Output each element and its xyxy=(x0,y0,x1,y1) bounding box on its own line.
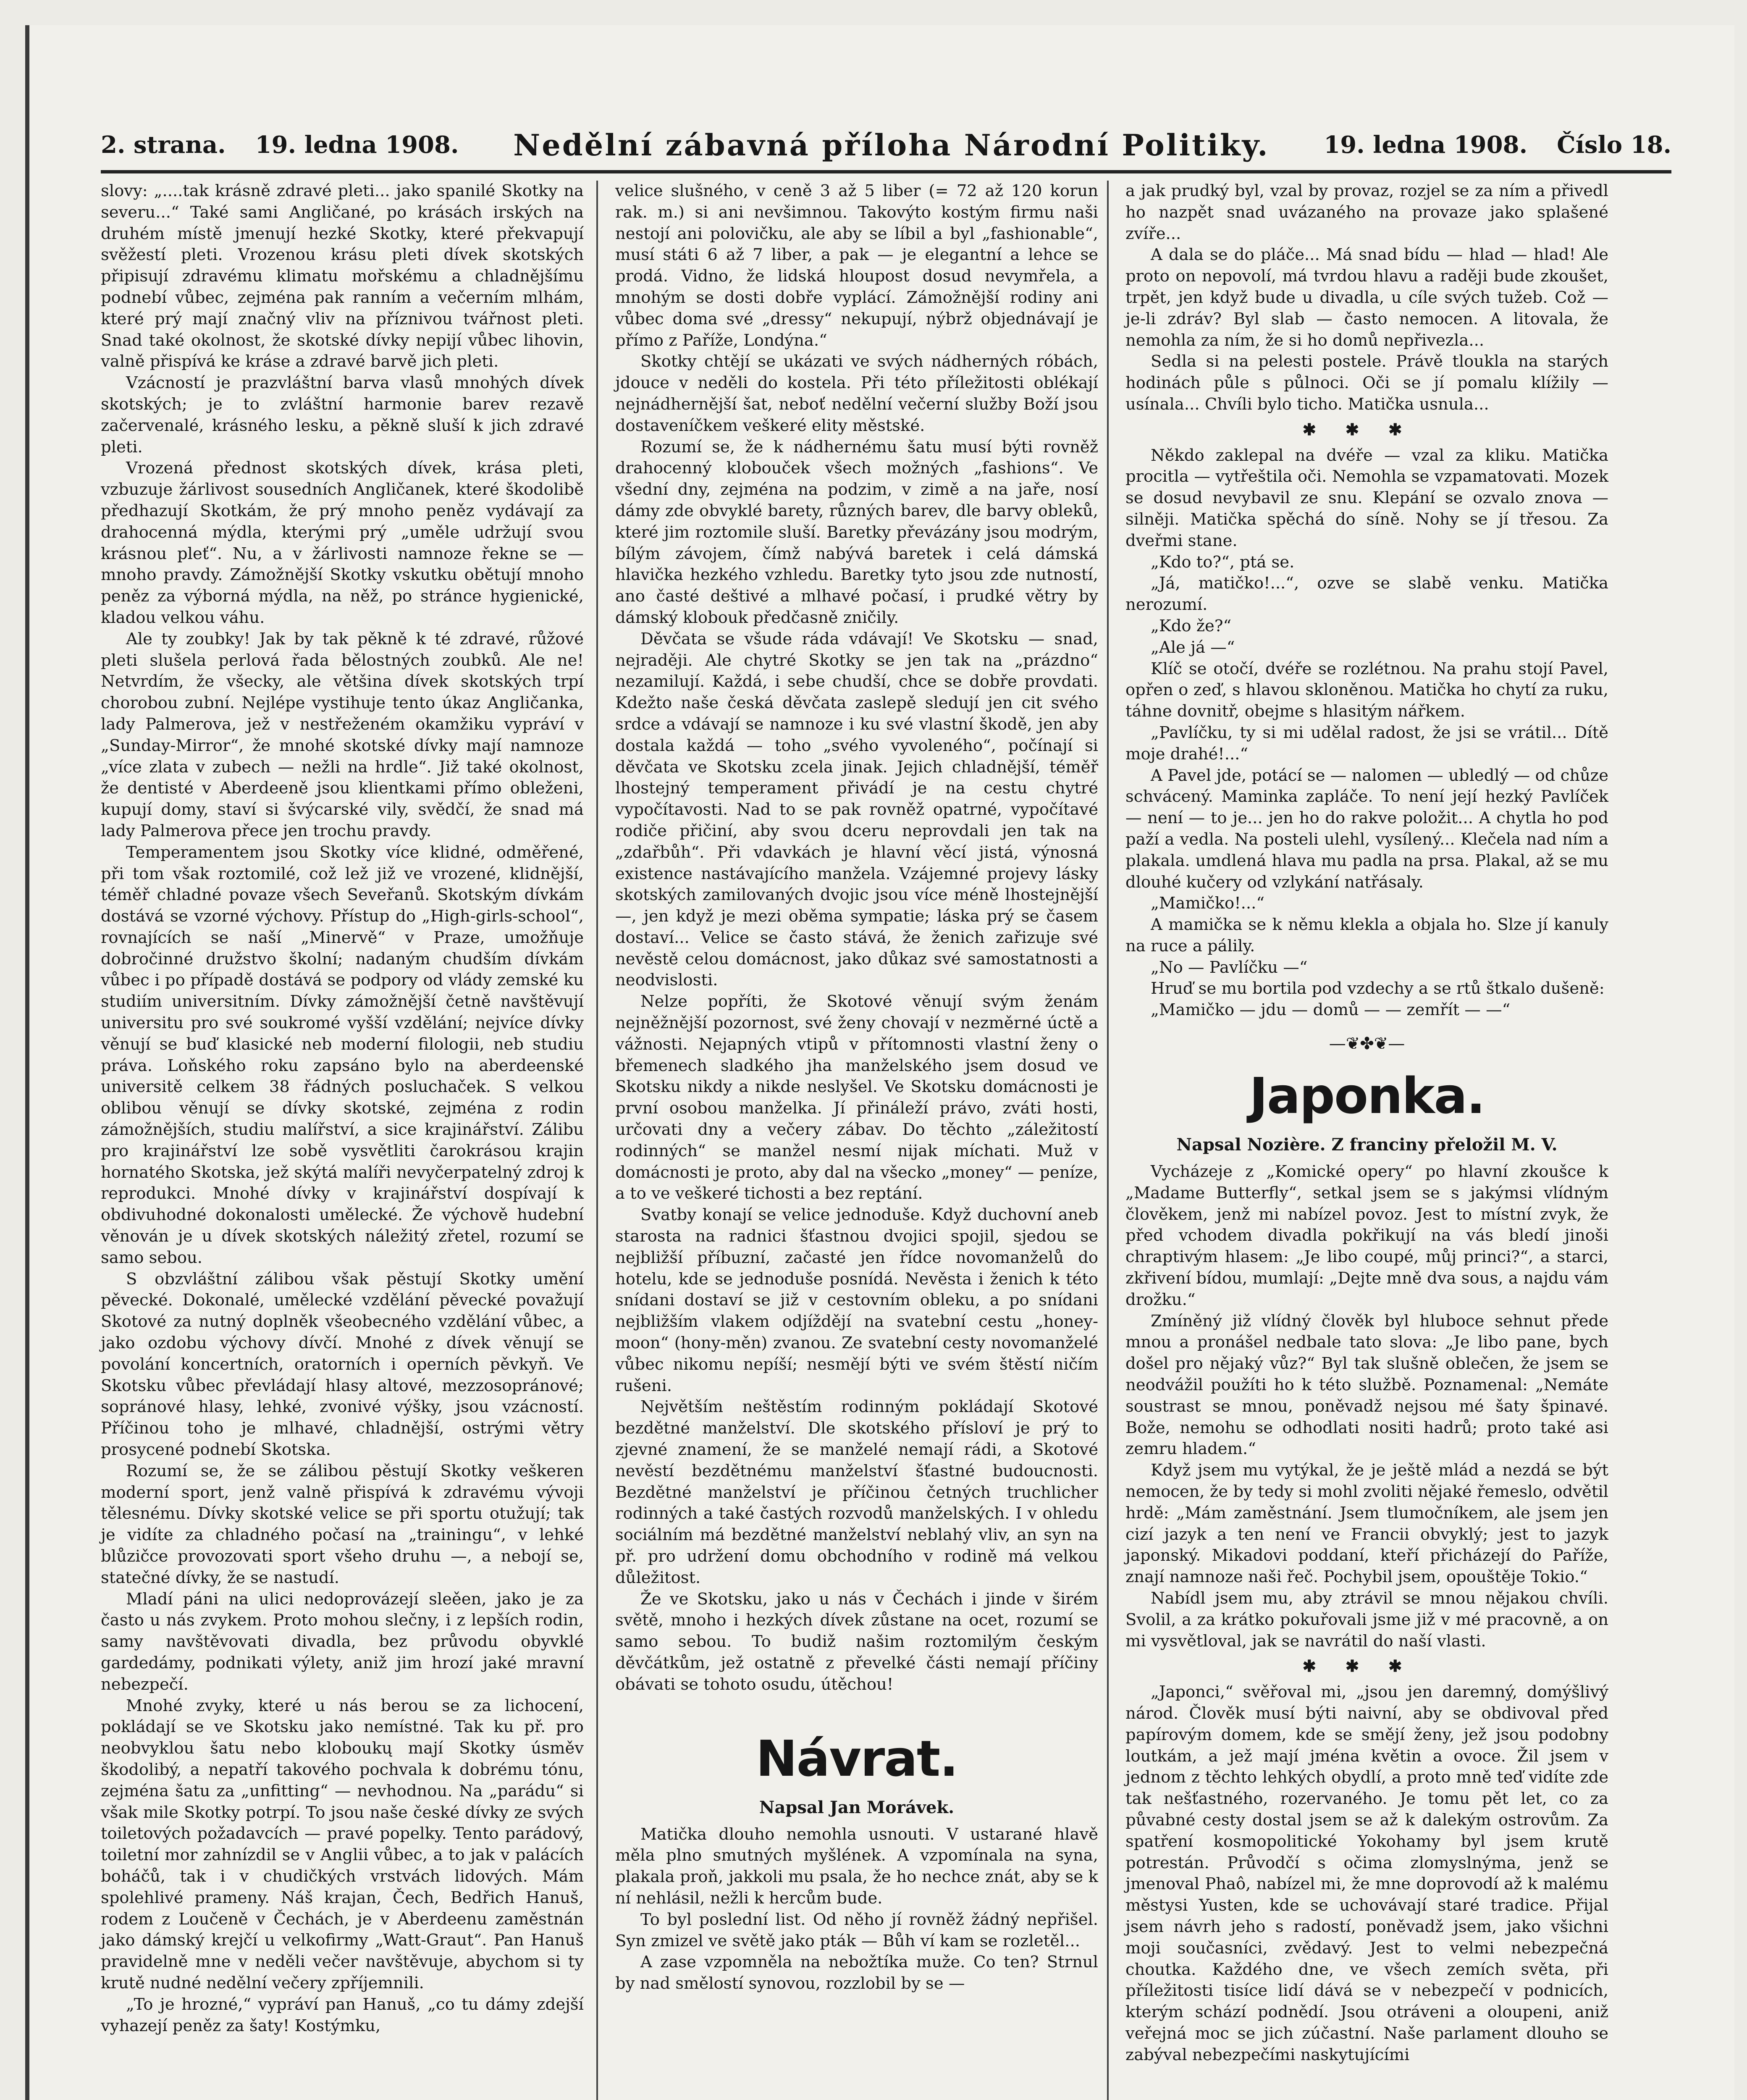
paragraph: Sedla si na pelesti postele. Právě tloukla na starých hodinách půle s půlnoci. Oči se jí pomalu klížily — usínala... Chvíli bylo ticho. Matička usnula... xyxy=(1125,352,1608,414)
column-3 xyxy=(1125,181,1608,2100)
paragraph: „Ale já —“ xyxy=(1151,638,1235,657)
paragraph: „Kdo že?“ xyxy=(1151,616,1232,635)
story-byline: Napsal Nozière. Z francinу přeložil M. V. xyxy=(1176,1135,1558,1155)
date-left: 19. ledna 1908. xyxy=(255,131,459,159)
paragraph: Nabídl jsem mu, aby ztrávil se mnou nějakou chvíli. Svolil, a za krátko pokuřovali jsme již v mé pracovně, a on mi vysvětloval, jak se navrátil do naší vlasti. xyxy=(1125,1589,1608,1651)
paragraph: A mamička se k němu klekla a objala ho. Slze jí kanuly na ruce a pálily. xyxy=(1125,915,1608,956)
column-1 xyxy=(101,181,584,2100)
date-right: 19. ledna 1908. xyxy=(1324,131,1528,159)
paragraph: A dala se do pláče... Má snad bídu — hlad — hlad! Ale proto on nepovolí, má tvrdou hlavu a raději bude zkoušet, trpět, jen když bude u divadla, u cíle svých tužeb. Což — je-li zdráv? Byl slab — často nemocen. A litovala, že nemohla za ním, že si ho domů nepřivezla... xyxy=(1125,245,1608,350)
story-title-navrat: Návrat. xyxy=(755,1729,958,1788)
paragraph: A zase vzpomněla na nebožtíka muže. Co ten? Strnul by nad smělostí synovou, rozzlobil by se — xyxy=(615,1953,1098,1993)
paragraph: Zmíněný již vlídný člověk byl hluboce sehnut přede mnou a pronášel nedbale tato slova: „Je libo pane, bych došel pro nějaký vůz?“ Byl tak slušně oblečen, že jsem se neodvážil použíti ho k této službě. Poznamenal: „Nemáte soustrast se mnou, poněvadž nejsou mé šaty špinavé. Bože, nemohu se odhodlati nositi hadrů; proto také asi zemru hladem.“ xyxy=(1125,1311,1608,1459)
paragraph: „Pavlíčku, ty si mi udělal radost, že jsi se vrátil... Dítě moje drahé!...“ xyxy=(1125,723,1608,764)
paragraph: Mnohé zvyky, které u nás berou se za lichocení, pokládají se ve Skotsku jako nemístné. Tak ku př. pro neobvyklou šatu nebo kloboukų mají Skotky úsměv škodolibý, a nepatří takového pochvala k dobrému tónu, zejména šatu za „unfitting“ — nevhodnou. Na „parádu“ si však mile Skotky potrpí. To jsou naše české dívky ze svých toiletových požadavcích — pravé popelky. Tento parádový, toiletní mor zahnízdil se v Anglii vůbec, a to jak v palácích boháčů, tak i v chudičkých vrstvách lidových. Mám spolehlivé prameny. Náš krajan, Čech, Bedřich Hanuš, rodem z Loučeně v Čechách, je v Aberdeenu zaměstnán jako dámský krejčí u velkofirmy „Watt-Graut“. Pan Hanuš pravidelně mne v neděli večer navštěvuje, abychom si ty krutě nudné nedělní večery zpříjemnili. xyxy=(101,1696,584,1992)
paragraph: „Mamičko!...“ xyxy=(1151,894,1265,913)
paragraph: Matička dlouho nemohla usnouti. V ustarané hlavě měla plno smutných myšlének. A vzpomínala na syna, plakala proň, jakkoli mu psala, že ho nechce znát, aby se k ní nehlásil, nežli k hercům bude. xyxy=(615,1824,1098,1908)
paragraph: „To je hrozné,“ vypráví pan Hanuš, „co tu dámy zdejší vyhazejí peněz za šaty! Kostýmku, xyxy=(101,1995,584,2035)
paragraph: Mladí páni na ulici nedoprovázejí sleěen, jako je za často u nás zvykem. Proto mohou slečny, i z lepších rodin, samy navštěvovati divadla, bez průvodu obyvklé gardedámy, podnikati výlety, aniž jim hrozí jaké mravní nebezpečí. xyxy=(101,1589,584,1694)
page-number: 2. strana. xyxy=(101,131,226,159)
paragraph: Vzácností je prazvláštní barva vlasů mnohých dívek skotských; je to zvláštní harmonie barev rezavě začervenalé, krásného lesku, a pěkně sluší k jich zdravé pleti. xyxy=(101,373,584,457)
story-title-block xyxy=(1125,1066,1608,1125)
issue-number: Číslo 18. xyxy=(1557,131,1671,159)
paragraph: „Já, matičko!...“, ozve se slabě venku. Matička nerozumí. xyxy=(1125,574,1608,614)
paragraph: „Kdo to?“, ptá se. xyxy=(1151,552,1295,572)
page-header xyxy=(101,120,1671,173)
paragraph: A Pavel jde, potácí se — nalomen — ubledlý — od chůze schvácený. Maminka zapláče. To není její hezký Pavlíček — není — to je... jen ho do rakve položit... A chytla ho pod paží a vedla. Na posteli ulehl, vysílený... Klečela nad ním a plakala. umdlená hlava mu padla na prsa. Plakal, až se mu dlouhé kučery od vzlykání natřásaly. xyxy=(1125,766,1608,892)
story-byline: Napsal Jan Morávek. xyxy=(759,1797,955,1817)
paragraph: Když jsem mu vytýkal, že je ještě mlád a nezdá se být nemocen, že by tedy si mohl zvoliti nějaké řemeslo, odvětil hrdě: „Mám zaměstnání. Jsem tlumočníkem, ale jsem jen cizí jazyk a ten není ve Francii obvyklý; jest to jazyk japonský. Mikadovi poddaní, kteří přicházejí do Paříže, znají namnoze naši řeč. Pochybil jsem, opouštěje Tokio.“ xyxy=(1125,1461,1608,1587)
paragraph: Svatby konají se velice jednoduše. Když duchovní aneb starosta na radnici šťastnou dvojici spojil, sjedou se nejbližší příbuzní, začasté jen řídce novomanželů do hotelu, kde se jednoduše posnídá. Nevěsta i ženich k této snídani dostaví se již v cestovním obleku, a po snídani nejbližším vlakem odjíždějí na svatební cestu „honey-moon“ (hony-měn) zvanou. Ze svatební cesty novomanželé vůbec nikomu nepíší; nesmějí býti ve svém štěstí ničím rušeni. xyxy=(615,1205,1098,1395)
column-rule xyxy=(596,181,598,2100)
paragraph: Rozumí se, že k nádhernému šatu musí býti rovněž drahocenný klobouček všech možných „fashions“. Ve všední dny, zejména na podzim, v zimě a na jaře, nosí dámy zde obvyklé barety, různých barev, dle barvy obleků, které jim roztomile sluší. Baretky převázány jsou modrým, bílým závojem, čímž nabývá baretek i celá dámská hlavička hezkého vzhledu. Baretky tyto jsou zde nutností, ano časté deštivé a mlhavé počasí, i prudké větry by dámský klobouk předčasně zničily. xyxy=(615,437,1098,627)
story-title-japonka: Japonka. xyxy=(1249,1067,1485,1125)
paragraph: velice slušného, v ceně 3 až 5 liber (= 72 až 120 korun rak. m.) si ani nevšimnou. Takovýto kostým firmu naši nestojí ani polovičku, ale aby se líbil a byl „fashionable“, musí státi 6 až 7 liber, a pak — je elegantní a lehce se prodá. Vidno, že lidská hloupost dosud nevymřela, a mnohým se dosti dobře vyplácí. Zámožnější rodiny ani vůbec doma své „dressy“ nekupují, nýbrž objednávají je přímo z Paříže, Londýna.“ xyxy=(615,181,1098,350)
column-2 xyxy=(615,181,1098,2100)
paragraph: „Japonci,“ svěřoval mi, „jsou jen daremný, domýšlivý národ. Člověk musí býti naivní, aby se obdivoval před papírovým domem, kde se smějí ženy, jež jsou podobny loutkám, a jež mají jména květin a ovoce. Žil jsem v jednom z těchto lehkých obydlí, a proto mně teď vidíte zde tak nešťastného, rozervaného. Je tomu pět let, co za půvabné cesty dostal jsem se až k dalekým ostrovům. Za spatření kosmopolitické Yokohamy byl jsem krutě potrestán. Průvodčí s očima zlomyslnýma, jenž se jmenoval Phaô, nabízel mi, že mne doprovodí až k malému městysi Yusten, kde se uchovávají staré tradice. Přijal jsem návrh jeho s radostí, poněvadž jsem, jako všichni moji současníci, zvědavý. Jest to velmi nebezpečná choutka. Každého dne, ve všech zemích světa, při příležitosti tisíce lidí dává se v nebezpečí v podnicích, kterým schází podnědí. Jsou otráveni a oloupeni, aniž veřejná moc se jich zúčastní. Naše parlament dlouho se zabýval nebezpečími naskytujícími xyxy=(1125,1683,1608,2064)
paragraph: Vrozená přednost skotských dívek, krása pleti, vzbuzuje žárlivost sousedních Angličanek, které škodolibě předhazují Skotkám, že prý mnoho peněz vydávají za drahocenná mýdla, kterými prý „uměle udržují svou krásnou pleť“. Nu, a v žárlivosti namnoze řekne se — mnoho pravdy. Zámožnější Skotky vskutku obětují mnoho peněz za výborná mýdla, na něž, po stránce hygienické, kladou velkou váhu. xyxy=(101,459,584,627)
paragraph: Skotky chtějí se ukázati ve svých nádherných róbách, jdouce v neděli do kostela. Při této příležitosti oblékají nejnádhernější šat, neboť nedělní večerní služby Boží jsou dostaveníčkem veškeré elity městské. xyxy=(615,352,1098,435)
paragraph: a jak prudký byl, vzal by provaz, rozjel se za ním a přivedl ho nazpět snad uvázaného na provaze jako splašené zvíře... xyxy=(1125,181,1608,243)
paragraph: Že ve Skotsku, jako u nás v Čechách i jinde v širém světě, mnoho i hezkých dívek zůstane na ocet, rozumí se samo sebou. To budiž našim roztomilým českým děvčátkům, jež ostatně z převelké části nemají příčiny obávati se tohoto osudu, útěchou! xyxy=(615,1589,1098,1694)
paragraph: Ale ty zoubky! Jak by tak pěkně k té zdravé, růžové pleti slušela perlová řada bělostných zoubků. Ale ne! Netvrdím, že všecky, ale většina dívek skotských trpí chorobou zubní. Nejlépe vystihuje tento úkaz Angličanka, lady Palmerova, jež v nestřeženém okamžiku vypráví v „Sunday-Mirror“, že mnohé skotské dívky mají namnoze „více zlata v zubech — nežli na hrdle“. Již také okolnost, že dentisté v Aberdeeně jsou klientkami přímo obleženi, kupují domy, staví si švýcarské vily, svědčí, že snad má lady Palmerova přece jen trochu pravdy. xyxy=(101,629,584,840)
paragraph: Někdo zaklepal na dvéře — vzal za kliku. Matička procitla — vytřeštila oči. Nemohla se vzpamatovati. Mozek se dosud nevybavil ze snu. Klepání se ozvalo znova — silněji. Matička spěchá do síně. Nohy se jí třesou. Za dveřmi stane. xyxy=(1125,446,1608,550)
paragraph: Největším neštěstím rodinným pokládají Skotové bezdětné manželství. Dle skotského přísloví je prý to zjevné znamení, že se manželé nemají rádi, a Skotové nevěstí bezdětnému manželství šťastné budoucnosti. Bezdětné manželství je příčinou četných truchlicher rodinných a také častých rozvodů manželských. I v ohledu sociálním má bezdětné manželství neblahý vliv, an syn na př. pro udržení domu obchodního v rodině má velkou důležitost. xyxy=(615,1397,1098,1587)
publication-title: Nedělní zábavná příloha Národní Politiky. xyxy=(513,127,1270,163)
ornament-divider-icon: —❦✤❦— xyxy=(1329,1034,1405,1054)
paragraph: Vycházeje z „Komické opery“ po hlavní zkoušce k „Madame Butterfly“, setkal jsem se s jakýmsi vlídným člověkem, jenž mi nabízel povoz. Jest to místní zvyk, že před vchodem divadla pokřikují na vás bledí jinoši chraptivým hlasem: „Je libo coupé, můj princi?“, a starci, zkřivení bídou, mumlají: „Dejte mně dva sous, a najdu vám drožku.“ xyxy=(1125,1162,1608,1309)
paragraph: Klíč se otočí, dvéře se rozlétnou. Na prahu stojí Pavel, opřen o zeď, s hlavou skloněnou. Matička ho chytí za ruku, táhne dovnitř, obejme s hlasitým nářkem. xyxy=(1125,659,1608,721)
paragraph: S obzvláštní zálibou však pěstují Skotky umění pěvecké. Dokonalé, umělecké vzdělání pěvecké považují Skotové za nutný doplněk všeobecného vzdělání vůbec, a jako ozdobu výchovy dívčí. Mnohé z dívek věnují se povolání koncertních, oratorních i operních pěvkyň. Ve Skotsku vůbec převládají hlasy altové, mezzosopránové; sopránové hlasy, lehké, zvonivé výšky, jsou vzácností. Příčinou toho je mlhavé, chladnější, ostrými větry prosycené podnebí Skotska. xyxy=(101,1269,584,1460)
paragraph: To byl poslední list. Od něho jí rovněž žádný nepřišel. Syn zmizel ve světě jako pták — Bůh ví kam se rozletěl... xyxy=(615,1910,1098,1950)
story-title-block xyxy=(615,1729,1098,1788)
paragraph: „No — Pavlíčku —“ xyxy=(1151,958,1308,977)
section-stars-icon: ✱✱✱ xyxy=(1302,420,1432,439)
paragraph: Nelze popříti, že Skotové věnují svým ženám nejněžnější pozornost, své ženy chovají v nezměrné úctě a vážnosti. Nejapných vtipů v přítomnosti vlastní ženy o břemenech sladkého jha manželského jsem dosud ve Skotsku nikdy a nikde neslyšel. Ve Skotsku domácnosti je první osobou manželka. Jí přináleží právo, zváti hosti, určovati dny a večery zábav. Do těchto „záležitostí rodinných“ se manžel nesmí nijak míchati. Muž v domácnosti je proto, aby dal na všecko „money“ — peníze, a to ve veškeré tichosti a bez reptání. xyxy=(615,992,1098,1203)
paragraph: „Mamičko — jdu — domů — — zemřít — —“ xyxy=(1151,1000,1511,1020)
section-stars-icon: ✱✱✱ xyxy=(1302,1657,1432,1676)
paragraph: Děvčata se všude ráda vdávají! Ve Skotsku — snad, nejraději. Ale chytré Skotky se jen tak na „prázdno“ nezamilují. Každá, i sebe chudší, chce se dobře provdati. Kdežto naše česká děvčata zaslepě sledují jen cit svého srdce a vdávají se namnoze i ku své vlastní škodě, jen aby dostala každá — toho „svého vyvoleného“, počínají si děvčata ve Skotsku zcela jinak. Jejich chladnější, téměř lhostejný temperament přivádí je na cestu chytré vypočítavosti. Nad to se pak rovněž opatrné, vypočítavé rodiče přičiní, aby svou dceru neprovdali jen tak na „zdařbůh“. Při vdavkách je hlavní věcí jistá, výnosná existence nastávajícího manžela. Vzájemné projevy lásky skotských zamilovaných dvojic jsou více méně lhostejnější —, jen když je mezi oběma sympatie; láska prý se časem dostaví... Velice se často stává, že ženich zařizuje své nevěstě celou domácnost, jako důkaz své samostatnosti a neodvislosti. xyxy=(615,629,1098,990)
column-rule xyxy=(1107,181,1109,2100)
paragraph: Rozumí se, že se zálibou pěstují Skotky veškeren moderní sport, jenž valně přispívá k zdravému vývoji tělesnému. Dívky skotské velice se při sportu otužují; tak je vidíte za chladného počasí na „trainingu“, v lehké blůzičce provozovati sport všeho druhu —, a nebojí se, statečné dívky, že se nastudí. xyxy=(101,1461,584,1587)
paragraph: Temperamentem jsou Skotky více klidné, odměřené, při tom však roztomilé, což lež již ve vrozené, klidnější, téměř chladné povaze všech Seveřanů. Skotským dívkám dostává se vzorné výchovy. Přístup do „High-girls-school“, rovnajících se naší „Minervě“ v Praze, umožňuje dobročinné družstvo školní; nadaným chudším dívkám vůbec i po případě dostává se podpory od vlády zemské ku studiím universitním. Dívky zámožnější četně navštěvují universitu pro své soukromé vyšší vzdělání; nejvíce dívky věnují se buď klasické neb moderní filologii, neb studiu práva. Loňského roku zapsáno bylo na aberdeenské universitě celkem 38 řádných posluchaček. S velkou oblibou věnují se dívky skotské, zejména z rodin zámožnějších, studiu malířství, a sice krajinářství. Zálibu pro krajinářství lze sobě vysvětliti čarokrásou krajin hornatého Skotska, jež skýtá malíři nevyčerpatelný zdroj k reprodukci. Mnohé dívky v krajinářství dospívají k obdivuhodné dokonalosti umělecké. Že výchově hudební věnován je u dívek skotských náležitý zřetel, rozumí se samo sebou. xyxy=(101,843,584,1267)
paragraph: Hruď se mu bortila pod vzdechy a se rtů štkalo dušeně: xyxy=(1151,979,1605,998)
paragraph: slovy: „....tak krásně zdravé pleti... jako spanilé Skotky na severu...“ Také sami Angličané, po krásách irských na druhém místě jmenují hezké Skotky, které překvapují svěžestí pleti. Vrozenou krásu pleti dívek skotských připisují zdravému klimatu mořskému a chladnějšímu podnebí vůbec, zejména pak ranním a večerním mlhám, které prý mají značný vliv na příznivou tvářnost pleti. Snad také okolnost, že skotské dívky nepijí vůbec lihovin, valně přispívá ke kráse a zdravé barvě jich pleti. xyxy=(101,181,584,371)
